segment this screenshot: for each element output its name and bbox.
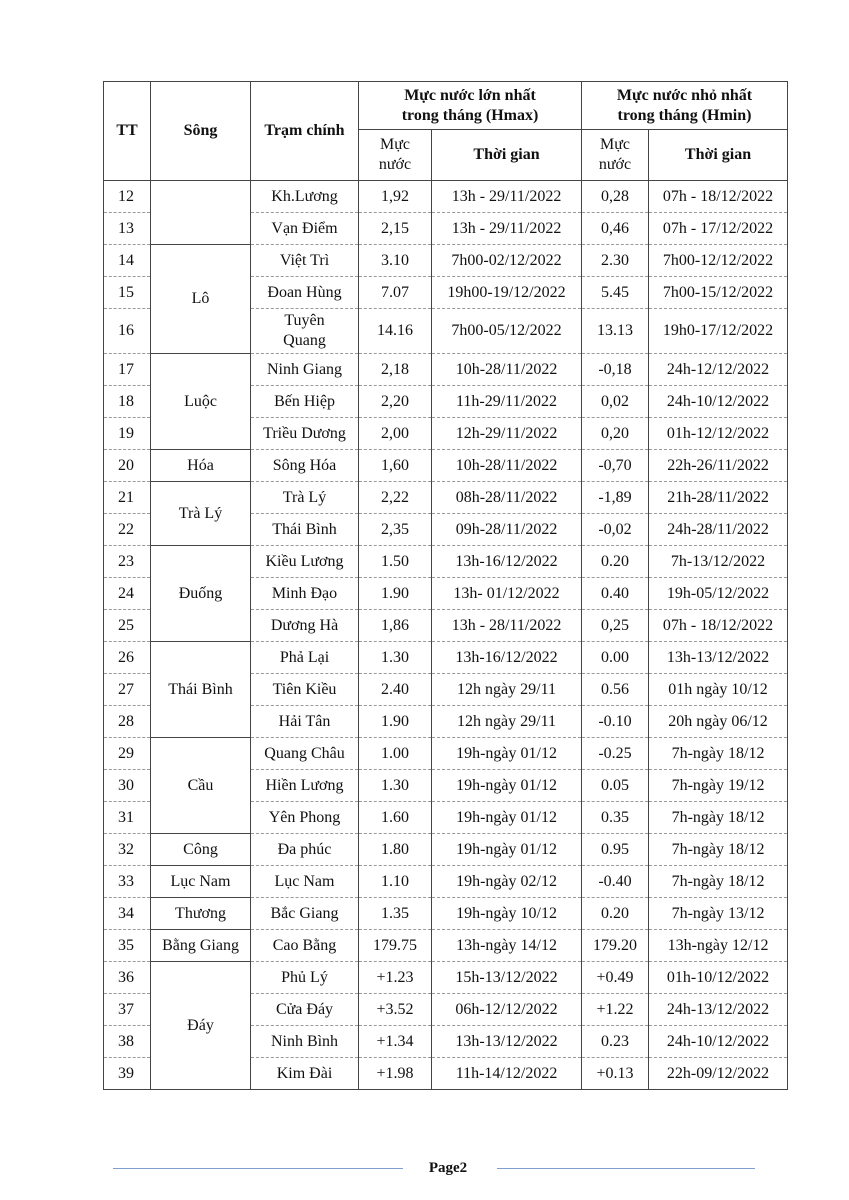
row-tt: 20 — [104, 450, 151, 482]
hmin-time-cell: 07h - 17/12/2022 — [649, 213, 788, 245]
hmax-cell: 1,92 — [359, 181, 432, 213]
station-cell: Cao Bằng — [251, 930, 359, 962]
hmin-cell: -0,18 — [582, 354, 649, 386]
row-tt: 30 — [104, 770, 151, 802]
table-row — [104, 898, 788, 930]
hmax-time-cell: 08h-28/11/2022 — [432, 482, 582, 514]
station-cell — [251, 309, 359, 354]
row-tt: 37 — [104, 994, 151, 1026]
station-cell: Ninh Bình — [251, 1026, 359, 1058]
station-cell: Lục Nam — [251, 866, 359, 898]
station-cell: Kh.Lương — [251, 181, 359, 213]
hmin-time-cell: 24h-13/12/2022 — [649, 994, 788, 1026]
hmax-time-cell: 19h-ngày 01/12 — [432, 834, 582, 866]
hmin-time-cell: 07h - 18/12/2022 — [649, 610, 788, 642]
hmax-cell: +1.34 — [359, 1026, 432, 1058]
hmin-cell: 13.13 — [582, 309, 649, 354]
hmax-time-cell: 12h ngày 29/11 — [432, 706, 582, 738]
row-tt: 31 — [104, 802, 151, 834]
table-row — [104, 546, 788, 578]
river-cell-lo: Lô — [151, 245, 251, 354]
station-cell: Bắc Giang — [251, 898, 359, 930]
page-footer — [113, 1158, 755, 1180]
hmin-cell: -1,89 — [582, 482, 649, 514]
hmin-cell: 0.40 — [582, 578, 649, 610]
hmax-cell: 1.30 — [359, 642, 432, 674]
hmax-cell: 1.90 — [359, 706, 432, 738]
river-cell-bang-giang: Bằng Giang — [151, 930, 251, 962]
hmax-cell: 2,22 — [359, 482, 432, 514]
row-tt: 15 — [104, 277, 151, 309]
header-hmin-level-line2: nước — [598, 156, 632, 173]
river-cell-day: Đáy — [151, 962, 251, 1090]
header-tt: TT — [104, 82, 151, 181]
station-cell: Kiều Lương — [251, 546, 359, 578]
hmin-cell: 0,28 — [582, 181, 649, 213]
hmin-time-cell: 22h-09/12/2022 — [649, 1058, 788, 1090]
row-tt: 19 — [104, 418, 151, 450]
table-row — [104, 245, 788, 277]
hmax-cell: +1.23 — [359, 962, 432, 994]
hmin-cell: 5.45 — [582, 277, 649, 309]
hmin-time-cell: 24h-10/12/2022 — [649, 386, 788, 418]
hmin-cell: 0,02 — [582, 386, 649, 418]
hmax-time-cell: 13h - 29/11/2022 — [432, 213, 582, 245]
river-cell-blank — [151, 181, 251, 245]
station-cell: Triều Dương — [251, 418, 359, 450]
station-cell: Quang Châu — [251, 738, 359, 770]
row-tt: 38 — [104, 1026, 151, 1058]
hmax-cell: 1.35 — [359, 898, 432, 930]
hmin-cell: 0.20 — [582, 898, 649, 930]
hmax-cell: 1,60 — [359, 450, 432, 482]
river-cell-luc-nam: Lục Nam — [151, 866, 251, 898]
hmax-time-cell: 19h-ngày 01/12 — [432, 802, 582, 834]
hmax-time-cell: 7h00-02/12/2022 — [432, 245, 582, 277]
hmax-cell: 2,18 — [359, 354, 432, 386]
row-tt: 16 — [104, 309, 151, 354]
hmin-time-cell: 19h-05/12/2022 — [649, 578, 788, 610]
hmin-time-cell: 01h-12/12/2022 — [649, 418, 788, 450]
row-tt: 23 — [104, 546, 151, 578]
hmin-time-cell: 7h00-12/12/2022 — [649, 245, 788, 277]
river-cell-thuong: Thương — [151, 898, 251, 930]
station-cell: Thái Bình — [251, 514, 359, 546]
table-row — [104, 642, 788, 674]
river-cell-cau: Cầu — [151, 738, 251, 834]
station-cell: Bến Hiệp — [251, 386, 359, 418]
table-row — [104, 738, 788, 770]
station-cell: Kim Đài — [251, 1058, 359, 1090]
hmax-cell: 1.60 — [359, 802, 432, 834]
station-cell: Trà Lý — [251, 482, 359, 514]
row-tt: 26 — [104, 642, 151, 674]
hmin-time-cell: 7h-13/12/2022 — [649, 546, 788, 578]
header-hmin-line2: trong tháng (Hmin) — [617, 106, 752, 124]
hmax-time-cell: 19h-ngày 10/12 — [432, 898, 582, 930]
hmin-time-cell: 7h00-15/12/2022 — [649, 277, 788, 309]
hmax-cell: 1.90 — [359, 578, 432, 610]
hmax-time-cell: 19h-ngày 02/12 — [432, 866, 582, 898]
header-hmin-line1: Mực nước nhỏ nhất — [616, 86, 753, 104]
footer-rule-right — [497, 1168, 755, 1169]
header-hmax-level-line2: nước — [378, 156, 412, 173]
hmin-time-cell: 7h-ngày 18/12 — [649, 802, 788, 834]
hmin-cell: 0,46 — [582, 213, 649, 245]
station-cell: Đoan Hùng — [251, 277, 359, 309]
hmax-time-cell: 12h ngày 29/11 — [432, 674, 582, 706]
hmax-time-cell: 13h-13/12/2022 — [432, 1026, 582, 1058]
hmin-cell: 0.95 — [582, 834, 649, 866]
hmin-cell: -0.40 — [582, 866, 649, 898]
table-row — [104, 930, 788, 962]
hmin-cell: 0.00 — [582, 642, 649, 674]
hmin-time-cell: 7h-ngày 19/12 — [649, 770, 788, 802]
hmin-time-cell: 7h-ngày 18/12 — [649, 866, 788, 898]
station-line2: Quang — [283, 332, 326, 349]
station-cell: Tiên Kiều — [251, 674, 359, 706]
hmax-time-cell: 7h00-05/12/2022 — [432, 309, 582, 354]
hmin-cell: +1.22 — [582, 994, 649, 1026]
hmax-time-cell: 13h-16/12/2022 — [432, 642, 582, 674]
table-row — [104, 482, 788, 514]
row-tt: 34 — [104, 898, 151, 930]
station-cell: Vạn Điểm — [251, 213, 359, 245]
hmin-cell: 179.20 — [582, 930, 649, 962]
station-cell: Dương Hà — [251, 610, 359, 642]
hmin-time-cell: 20h ngày 06/12 — [649, 706, 788, 738]
hmax-cell: 1.30 — [359, 770, 432, 802]
page-number: Page2 — [428, 1160, 468, 1176]
row-tt: 21 — [104, 482, 151, 514]
hmax-cell: 2,15 — [359, 213, 432, 245]
station-cell: Đa phúc — [251, 834, 359, 866]
hmin-cell: 0.35 — [582, 802, 649, 834]
hmax-time-cell: 15h-13/12/2022 — [432, 962, 582, 994]
row-tt: 24 — [104, 578, 151, 610]
station-cell: Phủ Lý — [251, 962, 359, 994]
hmax-time-cell: 10h-28/11/2022 — [432, 354, 582, 386]
hmax-cell: 1.50 — [359, 546, 432, 578]
hmax-time-cell: 19h-ngày 01/12 — [432, 770, 582, 802]
hmax-cell: 2,20 — [359, 386, 432, 418]
station-cell: Minh Đạo — [251, 578, 359, 610]
hmax-time-cell: 13h - 29/11/2022 — [432, 181, 582, 213]
station-cell: Việt Trì — [251, 245, 359, 277]
row-tt: 28 — [104, 706, 151, 738]
table-row — [104, 181, 788, 213]
hmax-time-cell: 11h-14/12/2022 — [432, 1058, 582, 1090]
station-cell: Yên Phong — [251, 802, 359, 834]
hmax-cell: 2,35 — [359, 514, 432, 546]
hmin-cell: 0,20 — [582, 418, 649, 450]
hmax-cell: +1.98 — [359, 1058, 432, 1090]
header-hmin-time: Thời gian — [649, 130, 788, 181]
row-tt: 18 — [104, 386, 151, 418]
river-cell-luoc: Luộc — [151, 354, 251, 450]
river-cell-cong: Công — [151, 834, 251, 866]
hmin-time-cell: 07h - 18/12/2022 — [649, 181, 788, 213]
header-hmin-level-line1: Mực — [600, 136, 630, 153]
station-cell: Ninh Giang — [251, 354, 359, 386]
hmin-cell: -0.10 — [582, 706, 649, 738]
hmin-cell: +0.13 — [582, 1058, 649, 1090]
table-row — [104, 450, 788, 482]
hmax-time-cell: 19h-ngày 01/12 — [432, 738, 582, 770]
footer-rule-left — [113, 1168, 403, 1169]
row-tt: 27 — [104, 674, 151, 706]
table-row — [104, 834, 788, 866]
hmax-time-cell: 06h-12/12/2022 — [432, 994, 582, 1026]
hmin-cell: +0.49 — [582, 962, 649, 994]
hmax-time-cell: 09h-28/11/2022 — [432, 514, 582, 546]
station-cell: Hải Tân — [251, 706, 359, 738]
row-tt: 29 — [104, 738, 151, 770]
hmin-time-cell: 7h-ngày 18/12 — [649, 738, 788, 770]
header-hmax — [359, 82, 582, 130]
header-hmax-time: Thời gian — [432, 130, 582, 181]
river-cell-hoa: Hóa — [151, 450, 251, 482]
hmin-time-cell: 19h0-17/12/2022 — [649, 309, 788, 354]
table-row — [104, 354, 788, 386]
row-tt: 22 — [104, 514, 151, 546]
hmax-cell: 1,86 — [359, 610, 432, 642]
hmax-cell: 2,00 — [359, 418, 432, 450]
row-tt: 35 — [104, 930, 151, 962]
hmax-time-cell: 13h-ngày 14/12 — [432, 930, 582, 962]
hmax-cell: 179.75 — [359, 930, 432, 962]
hmin-cell: 0.23 — [582, 1026, 649, 1058]
hmax-time-cell: 13h-16/12/2022 — [432, 546, 582, 578]
table-row — [104, 962, 788, 994]
hmin-cell: 0,25 — [582, 610, 649, 642]
header-station: Trạm chính — [251, 82, 359, 181]
hmin-time-cell: 7h-ngày 18/12 — [649, 834, 788, 866]
header-hmax-line2: trong tháng (Hmax) — [401, 106, 539, 124]
hmin-cell: 0.05 — [582, 770, 649, 802]
river-cell-duong: Đuống — [151, 546, 251, 642]
hmin-time-cell: 24h-12/12/2022 — [649, 354, 788, 386]
hmax-cell: 3.10 — [359, 245, 432, 277]
header-hmin — [582, 82, 788, 130]
station-cell: Phả Lại — [251, 642, 359, 674]
hmin-time-cell: 24h-10/12/2022 — [649, 1026, 788, 1058]
hmin-time-cell: 21h-28/11/2022 — [649, 482, 788, 514]
hmin-time-cell: 01h-10/12/2022 — [649, 962, 788, 994]
river-cell-thai-binh: Thái Bình — [151, 642, 251, 738]
hmax-cell: 14.16 — [359, 309, 432, 354]
hmin-time-cell: 13h-13/12/2022 — [649, 642, 788, 674]
row-tt: 33 — [104, 866, 151, 898]
row-tt: 25 — [104, 610, 151, 642]
station-line1: Tuyên — [284, 312, 325, 329]
header-river: Sông — [151, 82, 251, 181]
hmin-cell: 2.30 — [582, 245, 649, 277]
hmin-cell: 0.20 — [582, 546, 649, 578]
station-cell: Hiền Lương — [251, 770, 359, 802]
row-tt: 17 — [104, 354, 151, 386]
station-cell: Cửa Đáy — [251, 994, 359, 1026]
table-row — [104, 866, 788, 898]
hmax-cell: +3.52 — [359, 994, 432, 1026]
hmin-cell: 0.56 — [582, 674, 649, 706]
hmin-time-cell: 7h-ngày 13/12 — [649, 898, 788, 930]
hmin-time-cell: 01h ngày 10/12 — [649, 674, 788, 706]
hmax-cell: 1.00 — [359, 738, 432, 770]
row-tt: 36 — [104, 962, 151, 994]
station-cell: Sông Hóa — [251, 450, 359, 482]
hmax-time-cell: 11h-29/11/2022 — [432, 386, 582, 418]
row-tt: 32 — [104, 834, 151, 866]
header-hmax-level-line1: Mực — [380, 136, 410, 153]
row-tt: 13 — [104, 213, 151, 245]
header-hmin-level — [582, 130, 649, 181]
header-hmax-line1: Mực nước lớn nhất — [404, 86, 536, 104]
hmax-time-cell: 13h - 28/11/2022 — [432, 610, 582, 642]
hmin-time-cell: 24h-28/11/2022 — [649, 514, 788, 546]
hmax-cell: 2.40 — [359, 674, 432, 706]
row-tt: 14 — [104, 245, 151, 277]
hmax-time-cell: 10h-28/11/2022 — [432, 450, 582, 482]
river-cell-tra-ly: Trà Lý — [151, 482, 251, 546]
header-hmax-level — [359, 130, 432, 181]
hmin-time-cell: 13h-ngày 12/12 — [649, 930, 788, 962]
hmin-cell: -0,70 — [582, 450, 649, 482]
hmax-cell: 7.07 — [359, 277, 432, 309]
hmax-time-cell: 12h-29/11/2022 — [432, 418, 582, 450]
hmax-cell: 1.80 — [359, 834, 432, 866]
water-level-table — [103, 81, 788, 1090]
hmin-cell: -0.25 — [582, 738, 649, 770]
row-tt: 12 — [104, 181, 151, 213]
hmax-time-cell: 13h- 01/12/2022 — [432, 578, 582, 610]
hmax-cell: 1.10 — [359, 866, 432, 898]
hmin-time-cell: 22h-26/11/2022 — [649, 450, 788, 482]
row-tt: 39 — [104, 1058, 151, 1090]
hmax-time-cell: 19h00-19/12/2022 — [432, 277, 582, 309]
hmin-cell: -0,02 — [582, 514, 649, 546]
